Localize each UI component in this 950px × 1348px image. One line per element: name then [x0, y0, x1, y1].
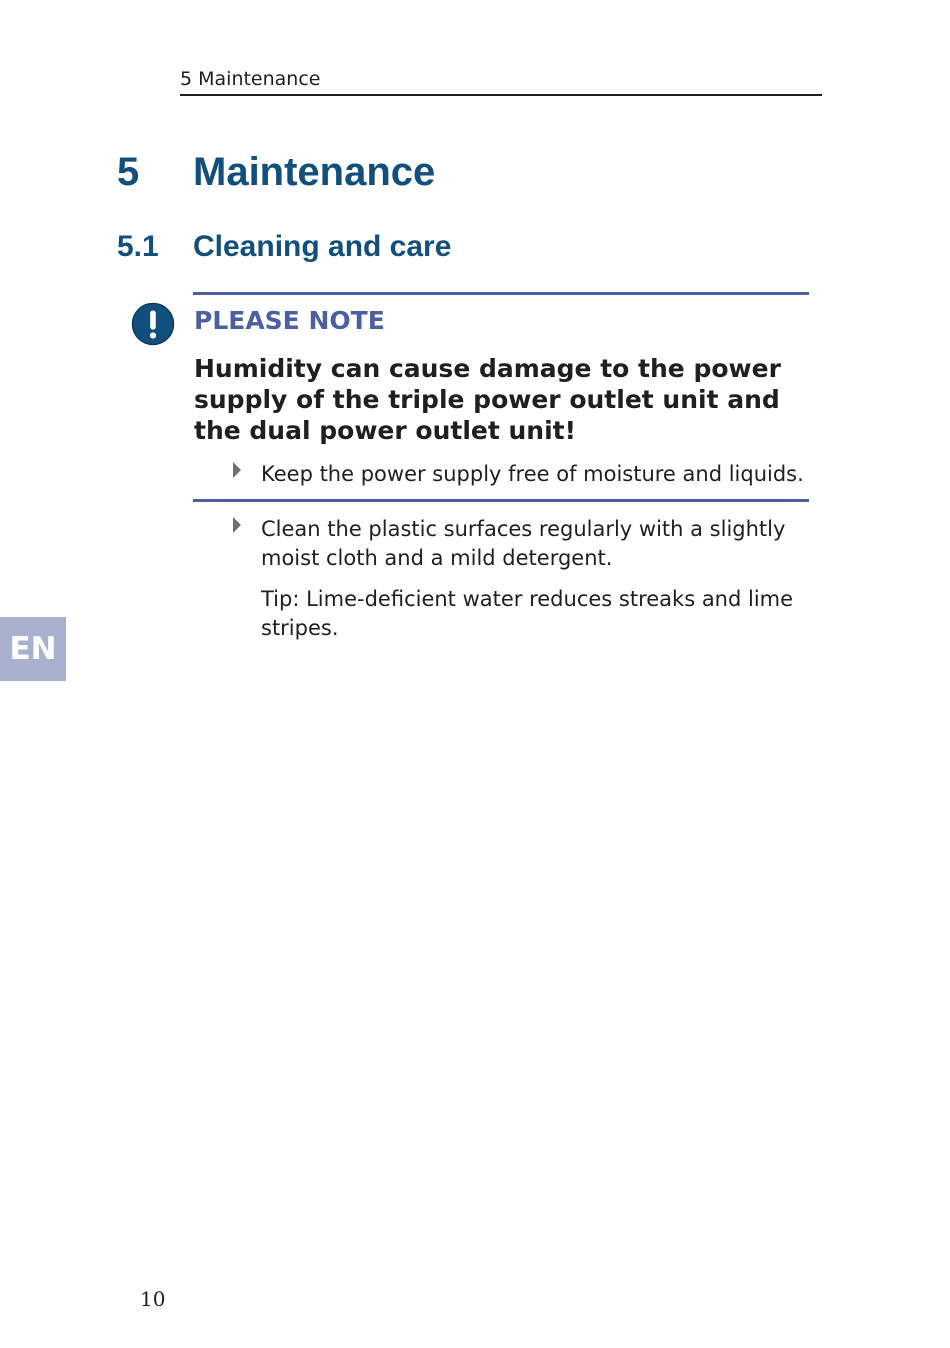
cleaning-tip-text: Tip: Lime-deficient water reduces streaks and lime stripes. — [261, 587, 794, 640]
note-heading: PLEASE NOTE — [194, 306, 385, 335]
note-warning-text: Humidity can cause damage to the power supply of the triple power outlet unit and the dual power outlet unit! — [194, 354, 781, 445]
exclamation-circle-icon — [131, 302, 175, 346]
page-number: 10 — [140, 1287, 166, 1311]
language-tab: EN — [0, 617, 66, 681]
note-step-text: Keep the power supply free of moisture and liquids. — [261, 462, 804, 486]
chapter-title: Maintenance — [193, 150, 436, 194]
step-arrow-icon — [233, 517, 241, 533]
chapter-number: 5 — [117, 150, 140, 194]
note-top-rule — [193, 292, 809, 295]
note-bottom-rule — [193, 499, 809, 502]
running-header: 5 Maintenance — [180, 67, 822, 96]
section-number: 5.1 — [117, 230, 159, 263]
section-title: Cleaning and care — [193, 230, 452, 263]
cleaning-step-text: Clean the plastic surfaces regularly with a slightly moist cloth and a mild detergent. — [261, 517, 786, 570]
step-arrow-icon — [233, 462, 241, 478]
